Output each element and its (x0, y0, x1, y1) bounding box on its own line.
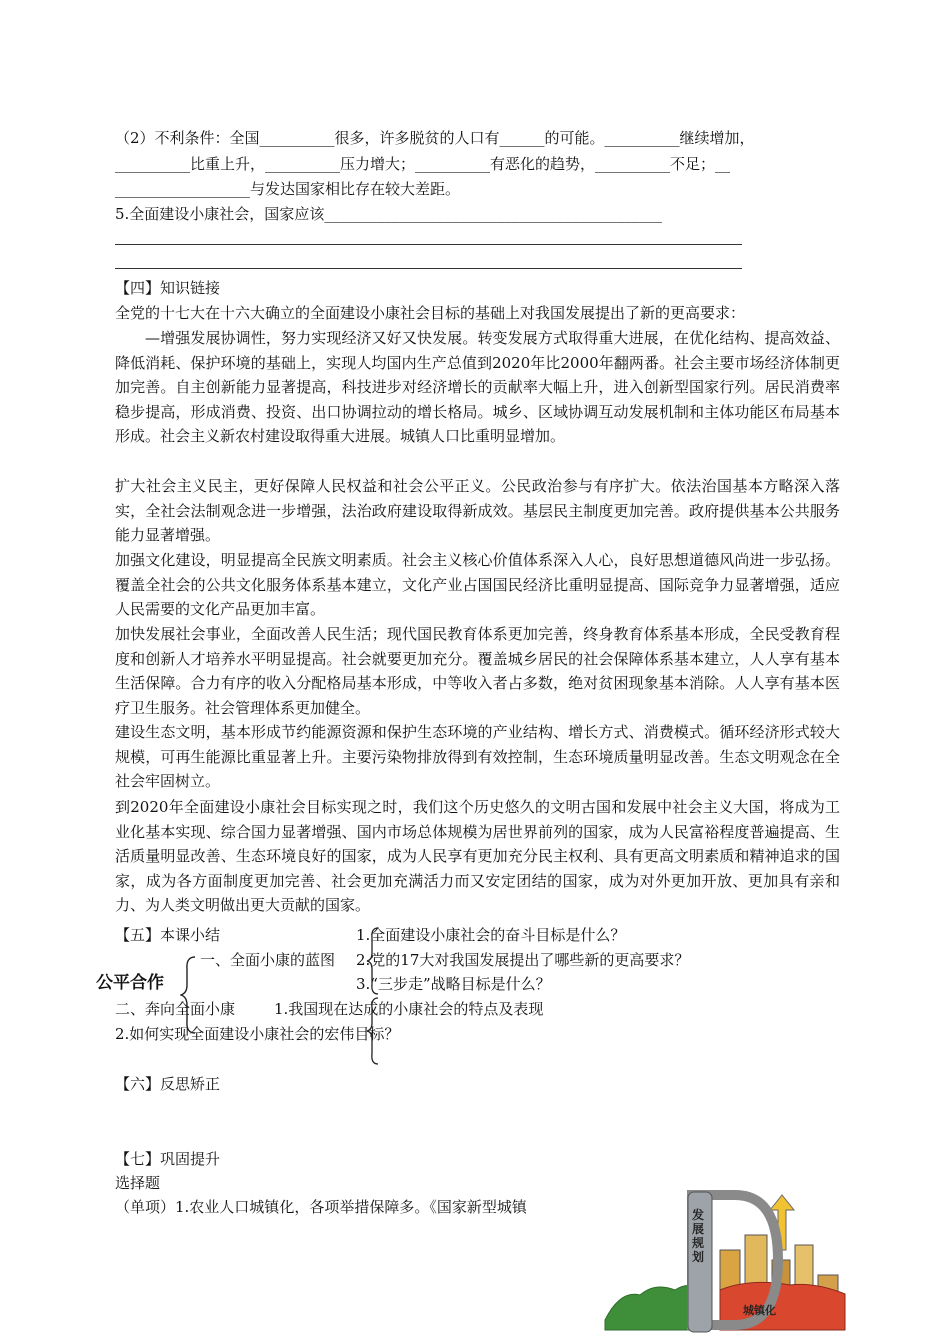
section-heading-summary: 【五】本课小结 (115, 926, 221, 944)
question-1: （单项）1.农业人口城镇化，各项举措保障多。《国家新型城镇 (115, 1198, 527, 1216)
summary-question-2: 2.党的17大对我国发展提出了哪些新的更高要求？ (356, 951, 690, 969)
section-heading-consolidation: 【七】巩固提升 (115, 1150, 221, 1168)
illustration-label-plan: 发展规划 (692, 1208, 705, 1264)
answer-blank-line (115, 268, 742, 269)
summary-question-4: 1.我国现在达成的小康社会的特点及表现 (274, 1000, 544, 1018)
paragraph-democracy: 扩大社会主义民主，更好保障人民权益和社会公平正义。公民政治参与有序扩大。依法治国基本方略深入落实，全社会法制观念进一步增强，法治政府建设取得新成效。基层民主制度更加完善。政府提供基本公共服务能力显著增强。 (115, 477, 840, 544)
summary-question-5: 2.如何实现全面建设小康社会的宏伟目标？ (115, 1025, 400, 1043)
illustration-label-urbanization: 城镇化 (743, 1304, 776, 1317)
conditions-line-2: __________比重上升，__________压力增大；__________有恶化的趋势，__________不足；__ (115, 155, 731, 173)
section-heading-knowledge: 【四】知识链接 (115, 279, 221, 297)
section-heading-reflection: 【六】反思矫正 (115, 1075, 221, 1093)
urbanization-illustration (600, 1190, 850, 1340)
paragraph-social: 加快发展社会事业，全面改善人民生活；现代国民教育体系更加完善，终身教育体系基本形成，全民受教育程度和创新人才培养水平明显提高。社会就要更加充分。覆盖城乡居民的社会保障体系基本建立，人人享有基本生活保障。合力有序的收入分配格局基本形成，中等收入者占多数，绝对贫困现象基本消除。人人享有基本医疗卫生服务。社会管理体系更加健全。 (115, 625, 840, 717)
conditions-line-3: __________________与发达国家相比存在较大差距。 (115, 180, 461, 198)
left-brace-icon (180, 955, 200, 1035)
paragraph-ecology: 建设生态文明，基本形成节约能源资源和保护生态环境的产业结构、增长方式、消费模式。循环经济形式较大规模，可再生能源比重显著上升。主要污染物排放得到有效控制，生态环境质量明显改善。生态文明观念在全社会牢固树立。 (115, 723, 840, 790)
paragraph-culture: 加强文化建设，明显提高全民族文明素质。社会主义核心价值体系深入人心，良好思想道德风尚进一步弘扬。覆盖全社会的公共文化服务体系基本建立，文化产业占国国民经济比重明显提高、国际竞争力显著增强，适应人民需要的文化产品更加丰富。 (115, 551, 840, 618)
right-brace-icon (366, 996, 384, 1066)
summary-item-blueprint: 一、全面小康的蓝图 (200, 951, 336, 969)
paragraph-economy: —增强发展协调性，努力实现经济又好又快发展。转变发展方式取得重大进展，在优化结构、提高效益、降低消耗、保护环境的基础上，实现人均国内生产总值到2020年比2000年翻两番。社会主要市场经济体制更加完善。自主创新能力显著提高，科技进步对经济增长的贡献率大幅上升，进入创新型国家行列。居民消费率稳步提高，形成消费、投资、出口协调拉动的增长格局。城乡、区域协调互动发展机制和主体功能区布局基本形成。社会主义新农村建设取得重大进展。城镇人口比重明显增加。 (115, 329, 840, 445)
paragraph-2020-goal: 到2020年全面建设小康社会目标实现之时，我们这个历史悠久的文明古国和发展中社会主义大国，将成为工业化基本实现、综合国力显著增强、国内市场总体规模为居世界前列的国家，成为人民富裕程度普遍提高、生活质量明显改善、生态环境良好的国家，成为人民享有更加充分民主权利、具有更高文明素质和精神追求的国家，成为各方面制度更加完善、社会更加充满活力而又安定团结的国家，成为对外更加开放、更加具有亲和力、为人类文明做出更大贡献的国家。 (115, 798, 840, 914)
summary-question-1: 1.全面建设小康社会的奋斗目标是什么？ (356, 926, 626, 944)
paragraph-intro: 全党的十七大在十六大确立的全面建设小康社会目标的基础上对我国发展提出了新的更高要求： (115, 304, 746, 322)
choice-question-label: 选择题 (115, 1174, 161, 1192)
conditions-line-1: （2）不利条件：全国__________很多，许多脱贫的人口有______的可能。__________继续增加， (115, 129, 755, 147)
right-brace-icon (366, 926, 384, 996)
summary-left-label: 公平合作 (96, 973, 164, 993)
answer-blank-line (115, 244, 742, 245)
summary-question-3: 3.“三步走”战略目标是什么？ (356, 975, 551, 993)
summary-item-progress: 二、奔向全面小康 (115, 1000, 236, 1018)
question-5: 5.全面建设小康社会，国家应该_____________________________________________ (115, 205, 662, 223)
